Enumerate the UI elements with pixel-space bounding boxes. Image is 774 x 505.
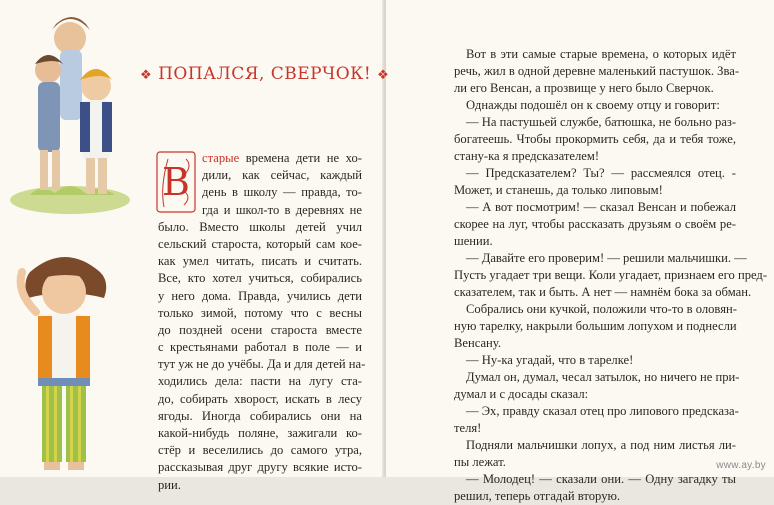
text-line bbox=[158, 150, 362, 167]
left-page-text bbox=[158, 150, 366, 494]
text-line-content: времена дети не хо- bbox=[239, 151, 362, 165]
text-line: ную тарелку, накрыли большим лопухом и поднесли bbox=[454, 319, 737, 333]
text-line-content: ходились дела: пасти на лугу ста- bbox=[158, 374, 362, 389]
drop-cap-letter: В bbox=[162, 160, 190, 204]
text-line: стану-ка я предсказателем! bbox=[454, 149, 600, 163]
text-line-content: сельский староста, который сам кое- bbox=[158, 236, 362, 251]
text-line: — На пастушьей службе, батюшка, не больно раз- bbox=[466, 115, 737, 129]
text-line: пы лежат. bbox=[454, 455, 506, 469]
text-line: скорее на луг, чтобы рассказать друзьям о своём ре- bbox=[454, 217, 736, 231]
text-line bbox=[158, 322, 362, 339]
text-line: — Предсказателем? Ты? — рассмеялся отец. - bbox=[466, 166, 736, 180]
text-line bbox=[158, 167, 362, 184]
text-line-content: Все, кто хотел учиться, собирались bbox=[158, 271, 362, 286]
text-line-content: было. Вместо школы детей учил bbox=[158, 219, 362, 234]
text-line: речь, жил в одной деревне маленький пастушок. Зва- bbox=[454, 64, 740, 78]
text-line bbox=[158, 459, 362, 476]
text-line: богатеешь. Чтобы прокормить себя, да и тебя тоже, bbox=[454, 132, 736, 146]
text-line-content: как умел читать, писать и считать. bbox=[158, 254, 362, 269]
text-line bbox=[158, 477, 362, 494]
text-line bbox=[158, 408, 362, 425]
text-line: — Давайте его проверим! — решили мальчишки. — bbox=[466, 251, 747, 265]
text-line: Однажды подошёл он к своему отцу и говорит: bbox=[466, 98, 720, 112]
chapter-title bbox=[140, 64, 390, 84]
text-line: Может, и станешь, да только липовым! bbox=[454, 183, 663, 197]
text-line-content: тут уж не до учёбы. Да и для детей на- bbox=[158, 357, 366, 372]
text-line bbox=[158, 305, 362, 322]
text-line: — Молодец! — сказали они. — Одну загадку ты bbox=[466, 472, 736, 486]
text-line-content: рии. bbox=[158, 477, 181, 492]
text-line bbox=[158, 202, 362, 219]
text-line: Пусть угадает три вещи. Коли угадает, признаем его пред- bbox=[454, 268, 768, 282]
text-line bbox=[158, 270, 362, 287]
text-line bbox=[158, 288, 362, 305]
text-line bbox=[158, 425, 362, 442]
text-line-content: только зимой, потому что с весны bbox=[158, 305, 362, 320]
illustration-two-boys bbox=[0, 0, 140, 220]
text-line: думал и с досады сказал: bbox=[454, 387, 589, 401]
text-line bbox=[158, 442, 362, 459]
text-line: теля! bbox=[454, 421, 482, 435]
text-line bbox=[158, 339, 362, 356]
highlighted-word: старые bbox=[202, 151, 240, 165]
text-line-content: дили, как сейчас, каждый bbox=[202, 168, 362, 183]
text-line-content: до, собирать хворост, искать в лесу bbox=[158, 391, 362, 406]
text-line-content: гда и школ-то в деревнях не bbox=[202, 202, 362, 217]
text-line: — А вот посмотрим! — сказал Венсан и побежал bbox=[466, 200, 736, 214]
text-line: — Ну-ка угадай, что в тарелке! bbox=[466, 353, 634, 367]
text-line: решил, теперь отгадай вторую. bbox=[454, 489, 621, 503]
ornament-right-icon: ❖ bbox=[377, 68, 390, 83]
text-line: сказателем, так и быть. А нет — намнём бока за обман. bbox=[454, 285, 752, 299]
chapter-title-text: ПОПАЛСЯ, СВЕРЧОК! bbox=[158, 64, 372, 84]
text-line bbox=[158, 219, 362, 236]
text-line bbox=[158, 236, 362, 253]
text-line bbox=[158, 373, 362, 390]
text-line-content: стёр и веселились до самого утра, bbox=[158, 443, 362, 458]
text-line: Венсану. bbox=[454, 336, 501, 350]
text-line: Думал он, думал, чесал затылок, но ничего не при- bbox=[466, 370, 740, 384]
text-line-content: с крестьянами работал в поле — и bbox=[158, 340, 362, 355]
text-line-content: до поздней осени староста вместе bbox=[158, 322, 362, 337]
text-line bbox=[158, 184, 362, 201]
text-line-content: ягоды. Иногда собирались они на bbox=[158, 408, 362, 423]
text-line bbox=[158, 356, 366, 373]
text-line bbox=[158, 253, 362, 270]
text-line: ли его Венсан, а прозвище у него было Сверчок. bbox=[454, 81, 714, 95]
watermark: www.ay.by bbox=[716, 460, 766, 471]
text-line-content: у него дома. Правда, учились дети bbox=[158, 288, 362, 303]
illustration-boy-striped-trousers bbox=[0, 252, 150, 477]
text-line: Собрались они кучкой, положили что-то в оловян- bbox=[466, 302, 737, 316]
text-line bbox=[158, 391, 362, 408]
text-line-content: рассказывая друг другу всякие исто- bbox=[158, 460, 362, 475]
ornament-left-icon: ❖ bbox=[140, 68, 153, 83]
text-line: Вот в эти самые старые времена, о которых идёт bbox=[466, 47, 736, 61]
text-line: шении. bbox=[454, 234, 493, 248]
text-line-content: какой-нибудь поляне, зажигали ко- bbox=[158, 426, 362, 440]
text-line: — Эх, правду сказал отец про липового предсказа- bbox=[466, 404, 739, 418]
text-line-content: день в школу — правда, то- bbox=[202, 185, 362, 200]
text-line: Подняли мальчишки лопух, а под ним листья ли- bbox=[466, 438, 736, 452]
